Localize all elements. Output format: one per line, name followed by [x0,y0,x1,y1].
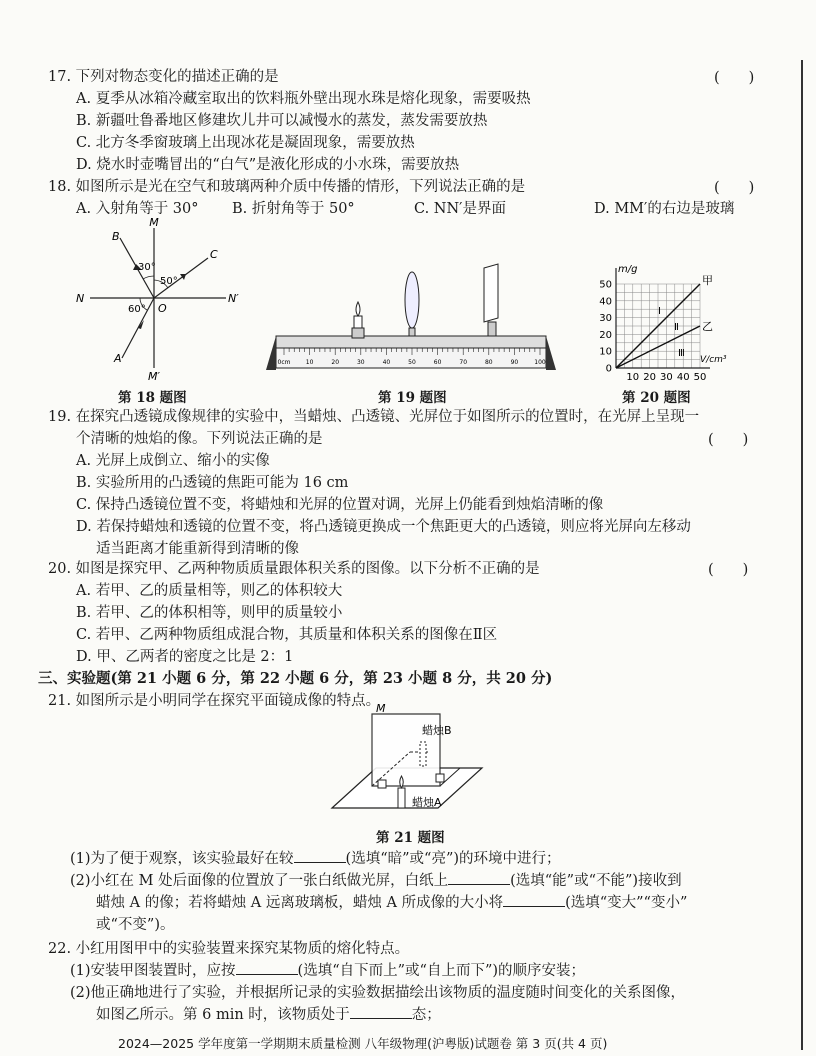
q21-part2-text-c: 蜡烛 A 的像；若将蜡烛 A 远离玻璃板，蜡烛 A 所成像的大小将 [96,895,504,911]
fig19-ruler-label: 70 [459,359,468,366]
q18-answer-paren: ( ) [714,180,755,196]
q17-option-b: B. 新疆吐鲁番地区修建坎儿井可以减慢水的蒸发，蒸发需要放热 [76,113,488,129]
fig20-series-jia: 甲 [702,274,713,287]
fig18-label-n2: N′ [228,292,239,305]
fig18-angle-50: 50° [160,276,178,287]
fig19-ruler-label: 30 [356,359,365,366]
fig20-ytick: 10 [599,346,612,358]
q21-part1 [70,848,561,870]
q21-part2-text-e: 或“不变”)。 [96,917,175,933]
q22-part1-text-a: (1)安装甲图装置时，应按 [70,963,236,979]
q21-blank-3[interactable] [503,892,565,907]
q22-part2-line2 [96,1004,441,1026]
fig20-x-ticks [626,372,706,383]
q22-part1 [70,960,585,982]
q17-stem: 17. 下列对物态变化的描述正确的是 [48,69,279,85]
q18-option-b: B. 折射角等于 50° [232,201,355,217]
q20-option-c: C. 若甲、乙两种物质组成混合物，其质量和体积关系的图像在Ⅱ区 [76,627,498,643]
fig18-label-a: A [114,352,122,365]
q21-part2-text-a: (2)小红在 M 处后面像的位置放了一张白纸做光屏，白纸上 [70,873,449,889]
q17-option-a: A. 夏季从冰箱冷藏室取出的饮料瓶外壁出现水珠是熔化现象，需要吸热 [76,91,531,107]
fig20-ylabel: m/g [618,264,638,275]
q22-blank-2[interactable] [350,1004,412,1019]
fig18-label-o: O [158,302,167,315]
fig19-ruler-label: 50 [408,359,416,366]
fig18-caption: 第 18 题图 [118,390,187,406]
fig20-xtick: 50 [693,372,707,383]
q22-stem: 22. 小红用图甲中的实验装置来探究某物质的熔化特点。 [48,941,410,957]
fig20-region-3: Ⅲ [678,348,685,359]
fig19-ruler-label: 100 [534,359,546,366]
fig20-xtick: 20 [643,372,656,383]
fig20-ytick: 40 [599,296,612,308]
q21-part1-text-b: (选填“暗”或“亮”)的环境中进行； [345,851,561,867]
fig20-xtick: 30 [660,372,673,383]
q21-part2-text-b: (选填“能”或“不能”)接收到 [510,873,682,889]
fig21-plane-mirror-setup [324,702,488,822]
fig20-y-ticks [599,280,612,375]
q18-option-c: C. NN′是界面 [414,201,506,217]
q19-option-d-cont: 适当距离才能重新得到清晰的像 [96,541,299,557]
fig20-ytick: 50 [599,279,612,291]
fig21-flame-a [400,776,404,788]
fig19-lens [405,272,419,328]
fig18-arrow-oc [180,274,186,280]
fig20-xtick: 10 [626,372,640,383]
q19-answer-paren: ( ) [708,432,749,448]
fig20-caption: 第 20 题图 [622,390,691,406]
fig19-ruler-label: 10 [305,359,314,366]
q20-option-b: B. 若甲、乙的体积相等，则甲的质量较小 [76,605,343,621]
q20-option-a: A. 若甲、乙的质量相等，则乙的体积较大 [76,583,343,599]
fig19-ruler-label: 90 [510,359,519,366]
fig19-rail [276,336,546,348]
q21-blank-1[interactable] [294,848,346,863]
fig19-ruler-label: 0cm [277,359,291,366]
fig19-ruler-label: 60 [433,359,442,366]
q19-option-b: B. 实验所用的凸透镜的焦距可能为 16 cm [76,475,349,491]
q21-blank-2[interactable] [448,870,510,885]
fig19-flame [356,302,360,316]
q18-option-d: D. MM′的右边是玻璃 [594,201,735,217]
section3-heading: 三、实验题(第 21 小题 6 分，第 22 小题 6 分，第 23 小题 8 分，共 20 分) [38,670,553,687]
fig20-mass-volume-graph [582,260,752,384]
fig19-caption: 第 19 题图 [378,390,447,406]
q20-answer-paren: ( ) [708,562,749,578]
q19-option-c: C. 保持凸透镜位置不变，将蜡烛和光屏的位置对调，光屏上仍能看到烛焰清晰的像 [76,497,604,513]
fig19-ruler-label: 40 [382,359,391,366]
fig20-series-yi: 乙 [702,320,713,333]
fig21-label-m: M [376,702,386,715]
q17-option-d: D. 烧水时壶嘴冒出的“白气”是液化形成的小水珠，需要放热 [76,157,460,173]
q22-part2-text-b: 如图乙所示。第 6 min 时，该物质处于 [96,1007,350,1023]
fig18-label-b: B [112,230,120,243]
fig19-left-leg [266,336,276,370]
fig21-label-candle-b: 蜡烛B [422,724,452,737]
fig18-angle-30: 30° [138,262,156,273]
q19-option-a: A. 光屏上成倒立、缩小的实像 [76,453,270,469]
fig18-label-c: C [210,248,218,261]
fig21-candle-a [398,788,405,808]
q21-part2-text-d: (选填“变大”“变小” [565,895,688,911]
q18-stem: 18. 如图所示是光在空气和玻璃两种介质中传播的情形，下列说法正确的是 [48,179,526,195]
fig20-region-2: Ⅱ [674,322,679,333]
fig19-right-leg [546,336,556,370]
q19-option-d: D. 若保持蜡烛和透镜的位置不变，将凸透镜更换成一个焦距更大的凸透镜，则应将光屏向左移动 [76,519,691,535]
q20-stem: 20. 如图是探究甲、乙两种物质质量跟体积关系的图像。以下分析不正确的是 [48,561,540,577]
q21-part2 [70,870,682,892]
q21-part2-line2 [96,892,687,914]
q20-option-d: D. 甲、乙两者的密度之比是 2：1 [76,649,294,665]
fig18-angle-60: 60° [128,304,146,315]
page-footer: 2024—2025 学年度第一学期期末质量检测 八年级物理(沪粤版)试题卷 第 3 页(共 4 页) [118,1036,608,1051]
fig21-caption: 第 21 题图 [376,830,445,846]
fig20-region-1: Ⅰ [658,306,661,317]
q17-answer-paren: ( ) [714,70,755,86]
q19-stem-line2: 个清晰的烛焰的像。下列说法正确的是 [76,431,323,447]
fig20-ytick: 0 [605,363,612,375]
q17-option-c: C. 北方冬季窗玻璃上出现冰花是凝固现象，需要放热 [76,135,415,151]
fig20-ytick: 20 [599,329,612,341]
q22-part2-text-c: 态； [411,1007,441,1023]
fig18-refraction-diagram [68,216,248,382]
q18-option-a: A. 入射角等于 30° [76,201,199,217]
q19-stem-line1: 19. 在探究凸透镜成像规律的实验中，当蜡烛、凸透镜、光屏位于如图所示的位置时，在光屏上呈现一 [48,409,700,425]
q22-part2-line1: (2)他正确地进行了实验，并根据所记录的实验数据描绘出该物质的温度随时间变化的关系图像， [70,985,686,1001]
fig19-ruler-label: 20 [331,359,340,366]
fig19-ruler-label: 80 [484,359,493,366]
q21-part1-text-a: (1)为了便于观察，该实验最好在较 [70,851,294,867]
fig18-label-m: M [149,216,159,229]
q22-blank-1[interactable] [236,960,298,975]
fig20-xlabel: V/cm³ [700,355,727,365]
fig21-candle-b [420,742,426,766]
fig19-screen [484,264,498,322]
q22-part1-text-b: (选填“自下而上”或“自上而下”)的顺序安装； [297,963,586,979]
right-margin-rule [801,60,803,1050]
fig20-ytick: 30 [599,313,612,325]
fig21-label-candle-a: 蜡烛A [412,796,442,809]
fig19-optical-bench [262,262,562,382]
fig18-label-n: N [76,292,85,305]
fig18-label-m2: M′ [148,370,160,382]
fig20-xtick: 40 [676,372,690,383]
q21-stem: 21. 如图所示是小明同学在探究平面镜成像的特点。 [48,693,381,709]
